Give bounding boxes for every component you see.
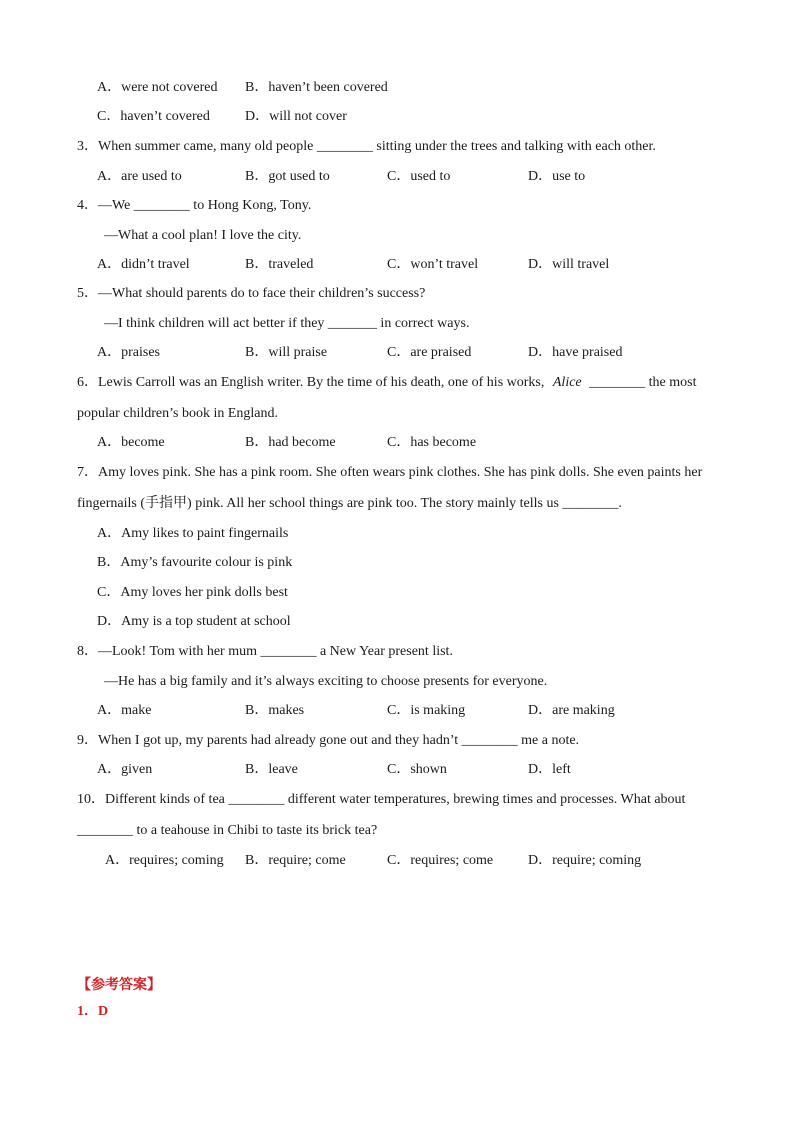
q2-option-b: B．haven’t been covered (245, 80, 388, 95)
q10-stem: 10．Different kinds of tea ________ different water temperatures, brewing times and processes. What about (77, 792, 686, 807)
q2-option-d: D．will not cover (245, 109, 347, 124)
q6-option-c: C．has become (387, 435, 477, 450)
q9-option-b: B．leave (245, 762, 298, 777)
q9-option-c: C．shown (387, 762, 447, 777)
q9-option-d: D．left (528, 762, 571, 777)
q9-option-a: A．given (97, 762, 153, 777)
q9-stem: 9．When I got up, my parents had already gone out and they hadn’t ________ me a note. (77, 733, 580, 748)
q2-option-a: A．were not covered (97, 80, 218, 95)
q4-option-a: A．didn’t travel (97, 257, 190, 272)
q10-option-c: C．requires; come (387, 853, 494, 868)
q4-reply: —What a cool plan! I love the city. (104, 228, 302, 243)
q7-stem: 7．Amy loves pink. She has a pink room. She often wears pink clothes. She has pink dolls. She even paints her (77, 465, 703, 480)
q7-option-d: D．Amy is a top student at school (97, 614, 291, 629)
q5-option-d: D．have praised (528, 345, 623, 360)
q5-option-a: A．praises (97, 345, 160, 360)
q4-option-c: C．won’t travel (387, 257, 479, 272)
q6-option-a: A．become (97, 435, 165, 450)
q3-option-d: D．use to (528, 169, 586, 184)
q3-option-c: C．used to (387, 169, 451, 184)
q10-option-b: B．require; come (245, 853, 346, 868)
q8-option-d: D．are making (528, 703, 615, 718)
q6-stem-part-b: ________ the most (589, 375, 697, 390)
q7-option-a: A．Amy likes to paint fingernails (97, 526, 289, 541)
q5-stem: 5．—What should parents do to face their children’s success? (77, 286, 426, 301)
q6-stem-title: Alice (552, 375, 582, 390)
q6-stem-line2: popular children’s book in England. (77, 406, 279, 421)
q4-stem: 4．—We ________ to Hong Kong, Tony. (77, 198, 312, 213)
q5-option-b: B．will praise (245, 345, 328, 360)
q7-option-b: B．Amy’s favourite colour is pink (97, 555, 293, 570)
q8-reply: —He has a big family and it’s always exciting to choose presents for everyone. (104, 674, 548, 689)
q4-option-b: B．traveled (245, 257, 314, 272)
q8-option-a: A．make (97, 703, 152, 718)
q8-option-c: C．is making (387, 703, 466, 718)
q8-option-b: B．makes (245, 703, 305, 718)
q3-option-a: A．are used to (97, 169, 182, 184)
answers-heading: 【参考答案】 (77, 978, 161, 993)
q3-option-b: B．got used to (245, 169, 330, 184)
answer-1: 1．D (77, 1004, 109, 1019)
q7-stem-line2: fingernails (手指甲) pink. All her school things are pink too. The story mainly tells us ________. (77, 496, 622, 511)
q10-option-d: D．require; coming (528, 853, 642, 868)
q7-option-c: C．Amy loves her pink dolls best (97, 585, 288, 600)
q5-option-c: C．are praised (387, 345, 472, 360)
q2-option-c: C．haven’t covered (97, 109, 210, 124)
q10-stem-line2: ________ to a teahouse in Chibi to taste its brick tea? (77, 823, 378, 838)
q4-option-d: D．will travel (528, 257, 610, 272)
q8-stem: 8．—Look! Tom with her mum ________ a New Year present list. (77, 644, 453, 659)
q5-reply: —I think children will act better if they _______ in correct ways. (104, 316, 470, 331)
q6-stem (77, 374, 696, 392)
q6-stem-part-a: 6．Lewis Carroll was an English writer. By the time of his death, one of his works, (77, 375, 545, 390)
q3-stem: 3．When summer came, many old people ________ sitting under the trees and talking with each other. (77, 139, 656, 154)
q6-option-b: B．had become (245, 435, 336, 450)
q10-option-a: A．requires; coming (105, 853, 224, 868)
